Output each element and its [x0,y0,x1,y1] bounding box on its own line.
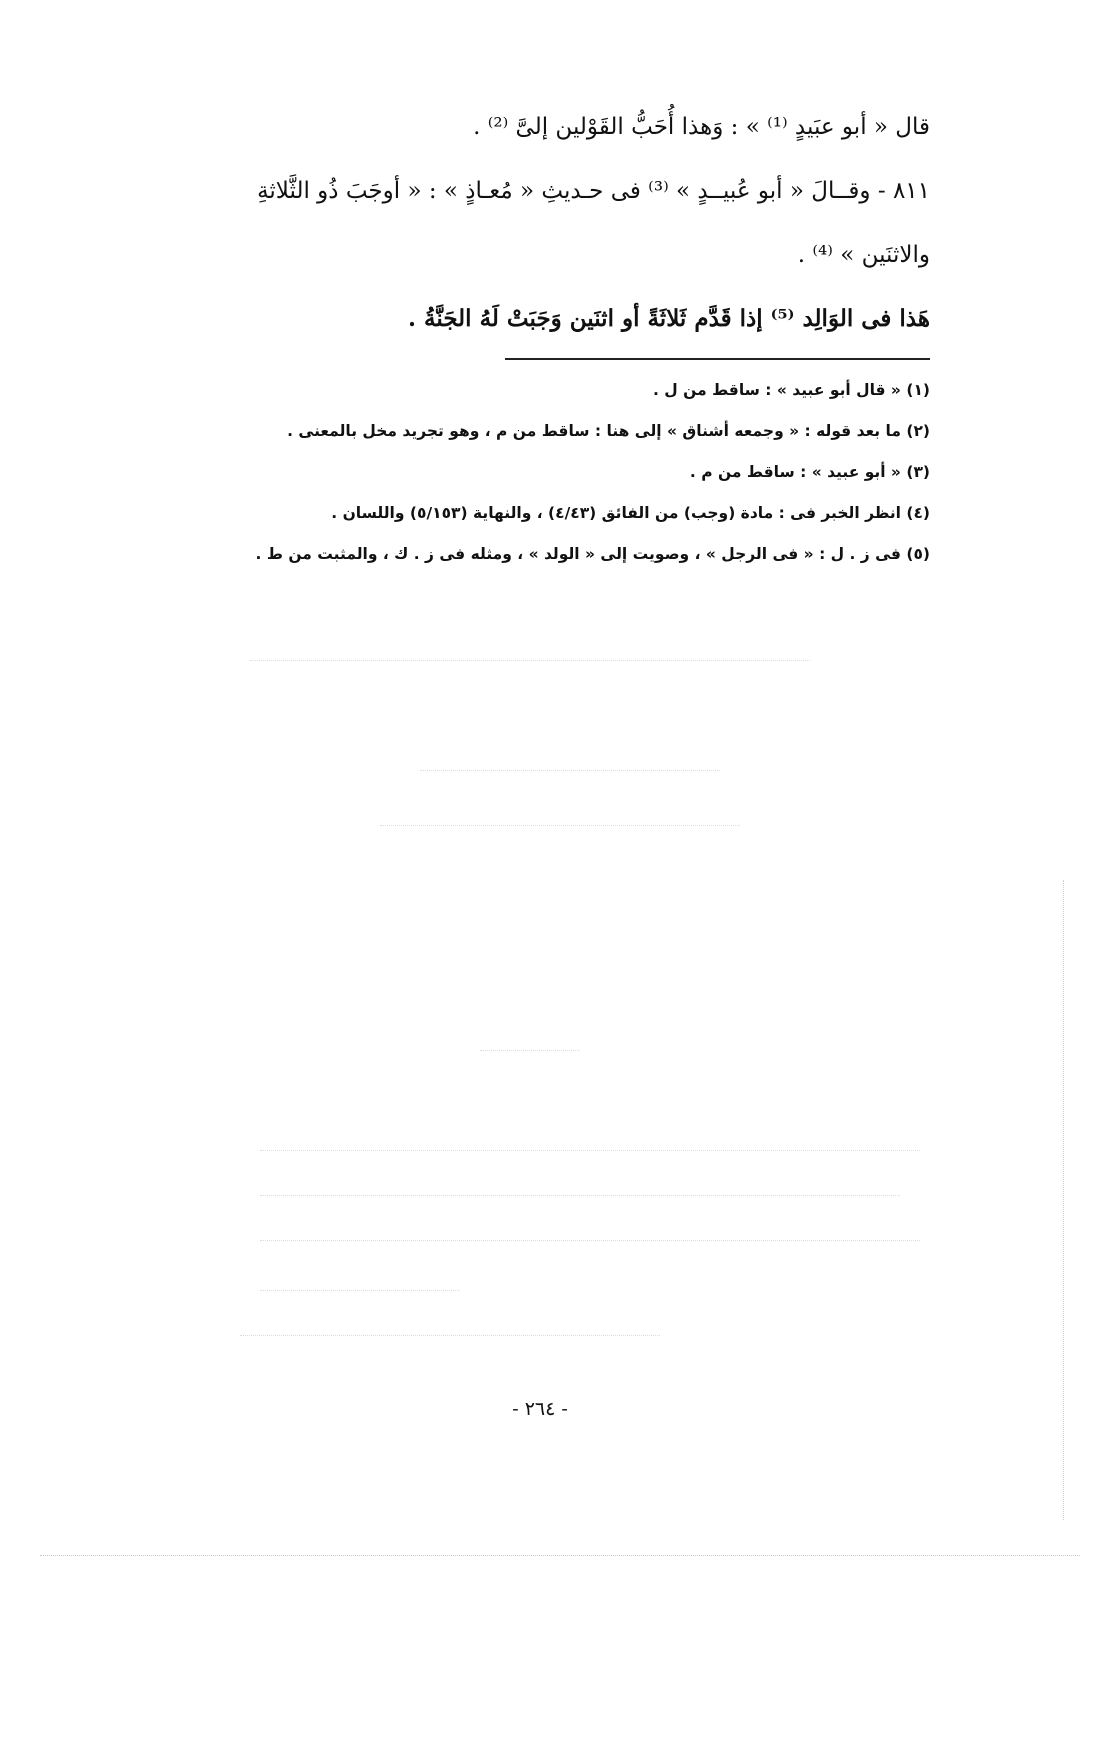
footnote-2: (٢) ما بعد قوله : « وجمعه أشناق » إلى هنا : ساقط من م ، وهو تجريد مخل بالمعنى . [287,422,930,440]
bleed-through-line [260,1195,900,1202]
bleed-through-line [420,770,720,777]
bleed-through-line [380,825,740,832]
bleed-through-line [250,660,810,667]
bleed-through-line [240,1335,660,1342]
footnote-4: (٤) انظر الخبر فى : مادة (وجب) من الفائق (٤/٤٣) ، والنهاية (٥/١٥٣) واللسان . [331,504,930,522]
scan-edge [1063,880,1064,1520]
text-line-2: ٨١١ - وقــالَ « أبو عُبيــدٍ » ⁽³⁾ فى حـديثِ « مُعـاذٍ » : « أوجَبَ ذُو الثَّلاثةِ [257,178,930,204]
bleed-through-line [260,1240,920,1247]
text-line-1: قال « أبو عبَيدٍ ⁽¹⁾ » : وَهذا أُحَبُّ القَوْلين إلىَّ ⁽²⁾ . [473,114,930,140]
footnote-separator [505,358,930,360]
bleed-through-line [260,1290,460,1297]
text-line-4: هَذا فى الوَالِد ⁽⁵⁾ إذا قَدَّم ثَلاثَةً أو اثنَين وَجَبَتْ لَهُ الجَنَّةُ . [408,305,930,332]
scan-edge [40,1555,1080,1556]
bleed-through-line [480,1050,580,1057]
footnote-3: (٣) « أبو عبيد » : ساقط من م . [689,463,930,481]
footnote-1: (١) « قال أبو عبيد » : ساقط من ل . [653,381,930,399]
footnote-5: (٥) فى ز . ل : « فى الرجل » ، وصويت إلى « الولد » ، ومثله فى ز . ك ، والمثبت من ط . [255,545,930,563]
text-line-3: والاثنَين » ⁽⁴⁾ . [797,242,930,268]
page-number: - ٢٦٤ - [512,1398,568,1420]
bleed-through-line [260,1150,920,1157]
